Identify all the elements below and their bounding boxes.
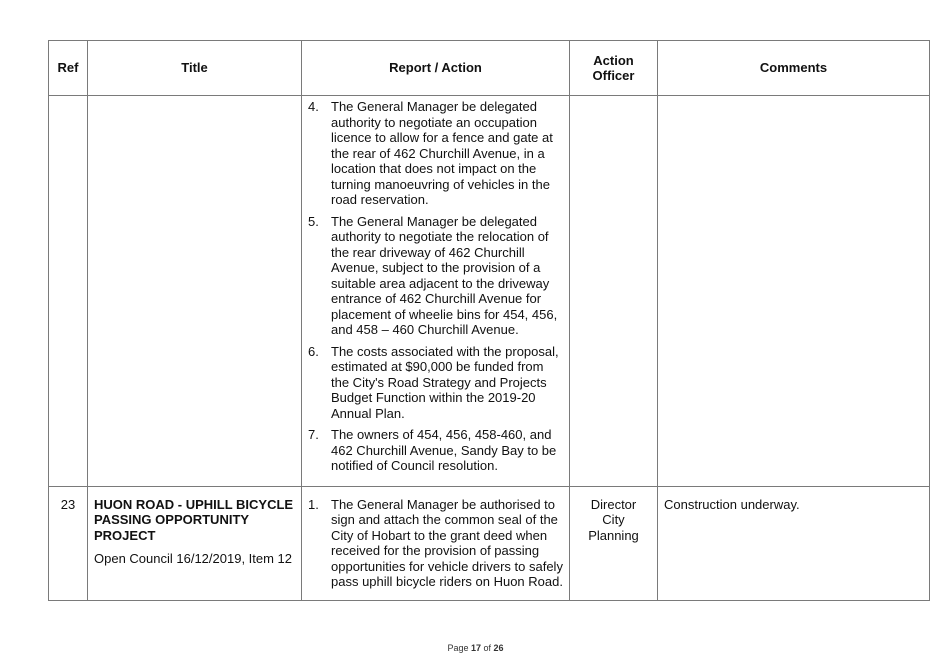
list-item-number: 1. bbox=[308, 496, 319, 512]
footer-of-label: of bbox=[483, 643, 492, 653]
cell-report-continued bbox=[302, 96, 570, 487]
list-item bbox=[308, 99, 563, 208]
footer-page-label: Page bbox=[447, 643, 469, 653]
cell-comments: Construction underway. bbox=[658, 486, 930, 600]
list-item-number: 7. bbox=[308, 427, 319, 442]
action-list bbox=[308, 497, 563, 590]
officer-line3: Planning bbox=[588, 527, 639, 543]
item-title: HUON ROAD - UPHILL BICYCLE PASSING OPPORTUNITY PROJECT bbox=[94, 496, 294, 543]
list-item-text: The costs associated with the proposal, estimated at $90,000 be funded from the City's Road Strategy and Projects Budget Function within the 2019-20 Annual Plan. bbox=[331, 343, 559, 421]
list-item-text: The General Manager be delegated authority to negotiate the relocation of the rear driveway of 462 Churchill Avenue, subject to the provision of a suitable area adjacent to the driveway entrance of 462 Churchill Avenue for placement of wheelie bins for 454, 456, and 458 – 460 Churchill Avenue. bbox=[331, 213, 558, 337]
header-officer-line2: Officer bbox=[592, 68, 635, 83]
cell-report bbox=[302, 486, 570, 600]
header-officer-line1: Action bbox=[593, 52, 634, 68]
cell-officer-empty bbox=[570, 96, 658, 487]
cell-title bbox=[88, 486, 302, 600]
footer-total-pages: 26 bbox=[493, 643, 504, 653]
list-item bbox=[308, 214, 563, 338]
cell-ref-empty bbox=[49, 96, 88, 487]
list-item-text: The General Manager be delegated authority to negotiate an occupation licence to allow for a fence and gate at the rear of 462 Churchill Avenue, in a location that does not impact on the turning manoeuvring of vehicles in the road reservation. bbox=[331, 99, 553, 207]
header-row bbox=[49, 41, 930, 96]
table-row-continued bbox=[49, 96, 930, 487]
cell-comments-empty bbox=[658, 96, 930, 487]
cell-action-officer bbox=[570, 486, 658, 600]
page-footer bbox=[0, 643, 951, 653]
header-ref: Ref bbox=[49, 41, 88, 96]
cell-ref: 23 bbox=[49, 486, 88, 600]
list-item-number: 6. bbox=[308, 343, 319, 359]
item-meeting-reference: Open Council 16/12/2019, Item 12 bbox=[94, 551, 293, 566]
officer-line2: City bbox=[602, 512, 625, 527]
list-item-number: 4. bbox=[308, 99, 319, 114]
table-row-item-23 bbox=[49, 486, 930, 600]
list-item bbox=[308, 497, 563, 590]
officer-line1: Director bbox=[590, 496, 637, 512]
list-item bbox=[308, 344, 563, 422]
header-comments: Comments bbox=[658, 41, 930, 96]
action-table bbox=[48, 40, 930, 601]
header-title: Title bbox=[88, 41, 302, 96]
header-report-action: Report / Action bbox=[302, 41, 570, 96]
list-item-text: The owners of 454, 456, 458-460, and 462 Churchill Avenue, Sandy Bay to be notified of Council resolution. bbox=[331, 427, 557, 473]
list-item-number: 5. bbox=[308, 213, 319, 229]
action-list bbox=[308, 99, 563, 474]
list-item bbox=[308, 427, 563, 474]
footer-current-page: 17 bbox=[470, 643, 481, 653]
header-action-officer bbox=[570, 41, 658, 96]
list-item-text: The General Manager be authorised to sign and attach the common seal of the City of Hobart to the grant deed when received for the provision of passing opportunities for vehicle drivers to safely pass uphill bicycle riders on Huon Road. bbox=[331, 496, 563, 589]
cell-title-empty bbox=[88, 96, 302, 487]
